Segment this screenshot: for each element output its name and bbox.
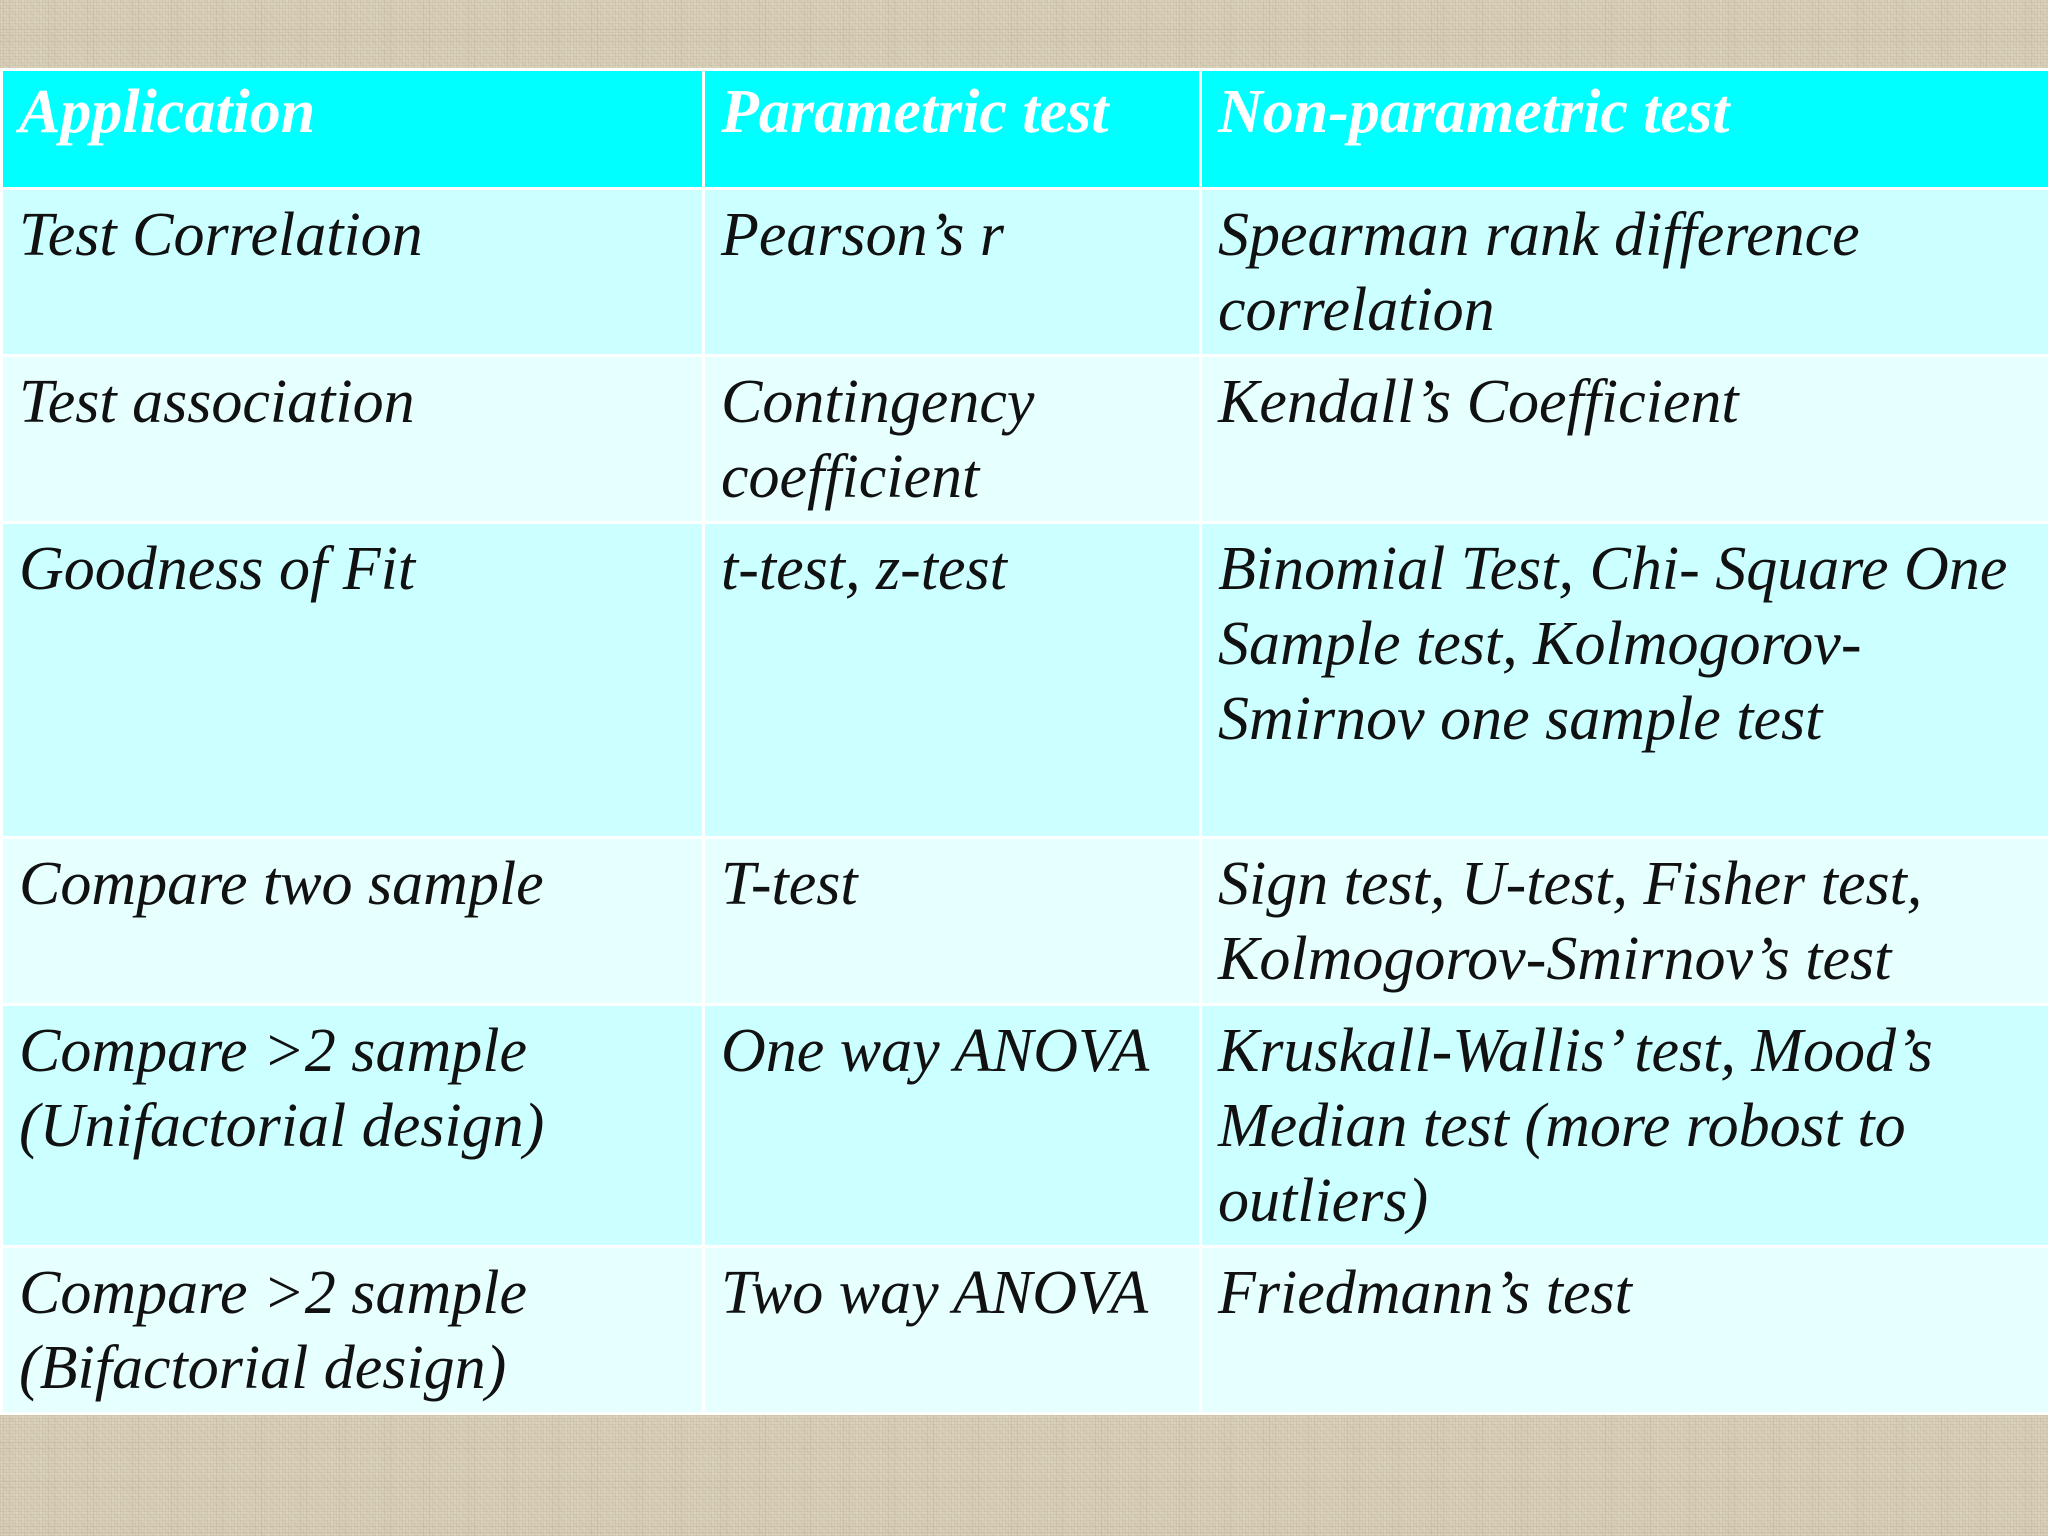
application-cell: Goodness of Fit bbox=[2, 523, 704, 838]
application-cell: Test Correlation bbox=[2, 189, 704, 356]
comparison-table bbox=[0, 68, 2048, 1415]
non-parametric-cell: Spearman rank difference correlation bbox=[1201, 189, 2048, 356]
non-parametric-cell: Binomial Test, Chi- Square One Sample test, Kolmogorov-Smirnov one sample test bbox=[1201, 523, 2048, 838]
table-row bbox=[2, 1005, 2048, 1247]
table-row bbox=[2, 356, 2048, 523]
header-row bbox=[2, 70, 2048, 189]
parametric-cell: t-test, z-test bbox=[704, 523, 1201, 838]
parametric-cell: Two way ANOVA bbox=[704, 1247, 1201, 1414]
parametric-cell: T-test bbox=[704, 838, 1201, 1005]
table-row bbox=[2, 1247, 2048, 1414]
non-parametric-cell: Friedmann’s test bbox=[1201, 1247, 2048, 1414]
table-row bbox=[2, 189, 2048, 356]
non-parametric-cell: Sign test, U-test, Fisher test, Kolmogorov-Smirnov’s test bbox=[1201, 838, 2048, 1005]
table-body bbox=[2, 189, 2048, 1414]
parametric-cell: Pearson’s r bbox=[704, 189, 1201, 356]
parametric-cell: Contingency coefficient bbox=[704, 356, 1201, 523]
table-row bbox=[2, 838, 2048, 1005]
application-cell: Compare two sample bbox=[2, 838, 704, 1005]
table-header bbox=[2, 70, 2048, 189]
table-row bbox=[2, 523, 2048, 838]
parametric-cell: One way ANOVA bbox=[704, 1005, 1201, 1247]
application-cell: Compare >2 sample (Unifactorial design) bbox=[2, 1005, 704, 1247]
header-non-parametric-test: Non-parametric test bbox=[1201, 70, 2048, 189]
application-cell: Test association bbox=[2, 356, 704, 523]
header-application: Application bbox=[2, 70, 704, 189]
non-parametric-cell: Kendall’s Coefficient bbox=[1201, 356, 2048, 523]
non-parametric-cell: Kruskall-Wallis’ test, Mood’s Median test (more robost to outliers) bbox=[1201, 1005, 2048, 1247]
application-cell: Compare >2 sample (Bifactorial design) bbox=[2, 1247, 704, 1414]
header-parametric-test: Parametric test bbox=[704, 70, 1201, 189]
